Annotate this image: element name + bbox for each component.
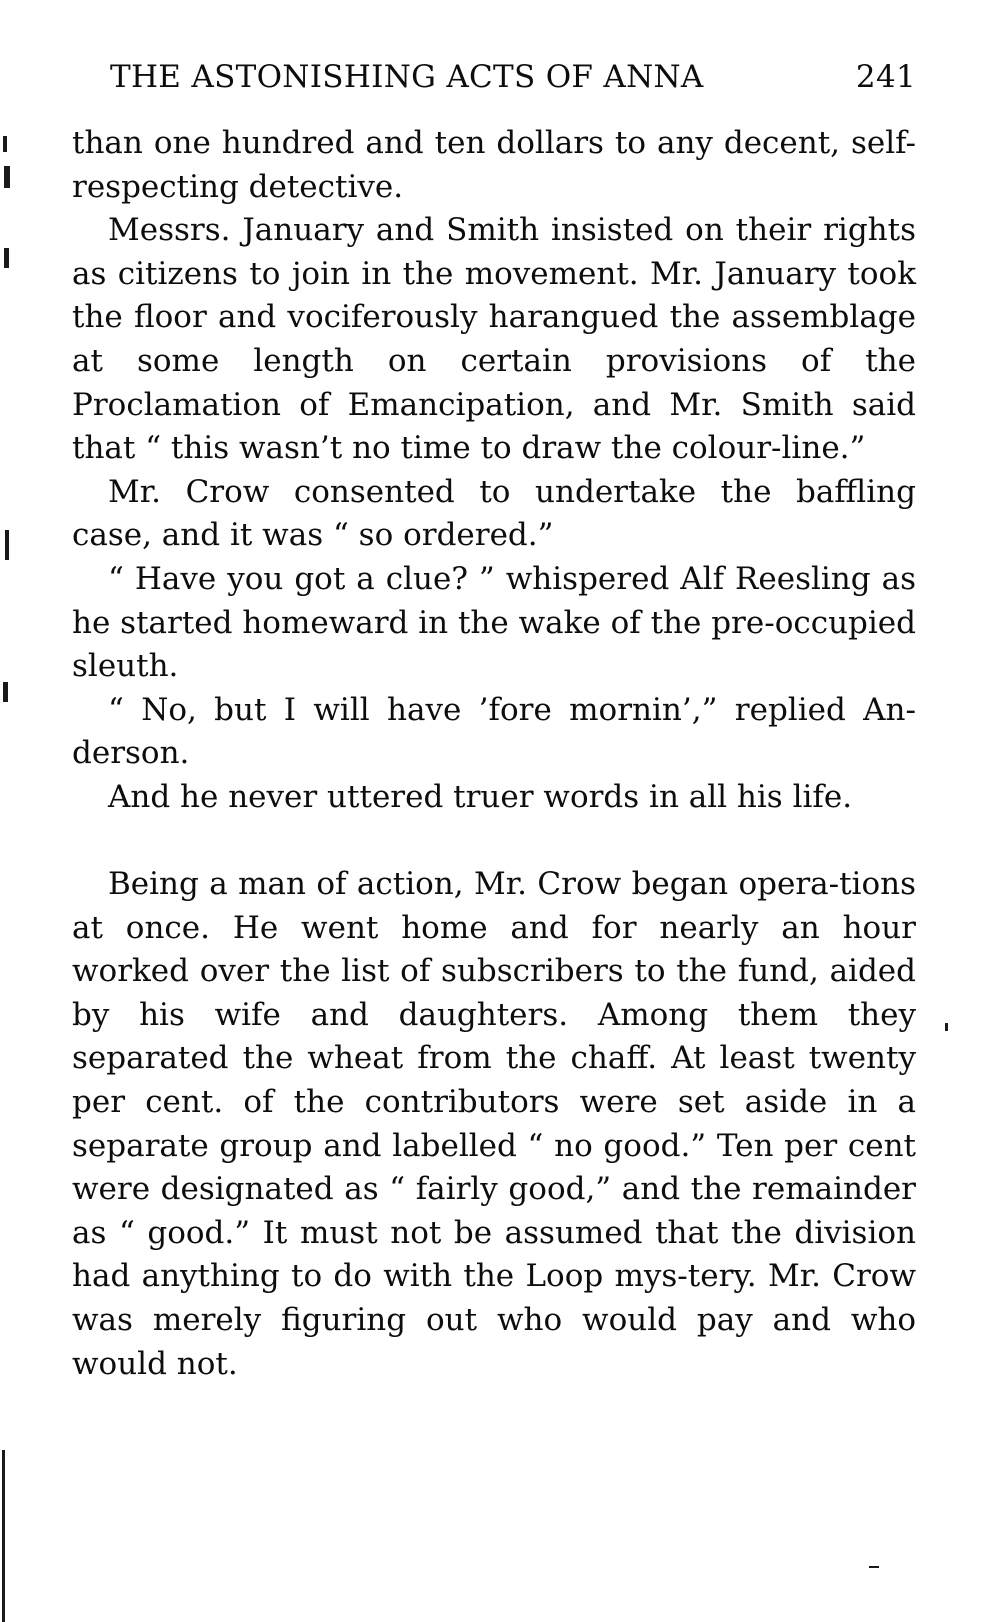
scan-artifact (945, 1023, 948, 1031)
paragraph-2: Messrs. January and Smith insisted on their rights as citizens to join in the movement. Mr. January took the floor and vociferously harangued the assemblage at some length on certain provisions of the Proclamation of Emancipation, and Mr. Smith said that “ this wasn’t no time to draw the colour-line.” (72, 212, 916, 467)
paragraph-1: than one hundred and ten dollars to any decent, self-respecting detective. (72, 125, 916, 205)
running-title: THE ASTONISHING ACTS OF ANNA (110, 59, 704, 95)
page-number: 241 (855, 59, 916, 95)
scan-artifact (5, 530, 9, 560)
scan-artifact (2, 1450, 5, 1622)
paragraph-3: Mr. Crow consented to undertake the baffling case, and it was “ so ordered.” (72, 473, 916, 554)
scan-artifact (4, 248, 9, 268)
body-text (72, 122, 916, 1386)
paragraph-6: And he never uttered truer words in all his life. (108, 778, 853, 815)
scan-artifact (3, 682, 8, 702)
paragraph-4: “ Have you got a clue? ” whispered Alf Reesling as he started homeward in the wake of the pre-occupied sleuth. (72, 560, 916, 685)
paragraph-7: Being a man of action, Mr. Crow began opera-tions at once. He went home and for nearly an hour worked over the list of subscribers to the fund, aided by his wife and daughters. Among them they separated the wheat from the chaff. At least twenty per cent. of the contributors were set aside in a separate group and labelled “ no good.” Ten per cent were designated as “ fairly good,” and the remainder as “ good.” It must not be assumed that the division had anything to do with the Loop mys-tery. Mr. Crow was merely figuring out who would pay and who would not. (72, 866, 916, 1382)
scan-artifact (4, 166, 10, 188)
scan-artifact (869, 1566, 879, 1568)
running-head (72, 52, 916, 102)
paragraph-5: “ No, but I will have ’fore mornin’,” replied An-derson. (72, 691, 916, 772)
scan-artifact (3, 136, 7, 152)
